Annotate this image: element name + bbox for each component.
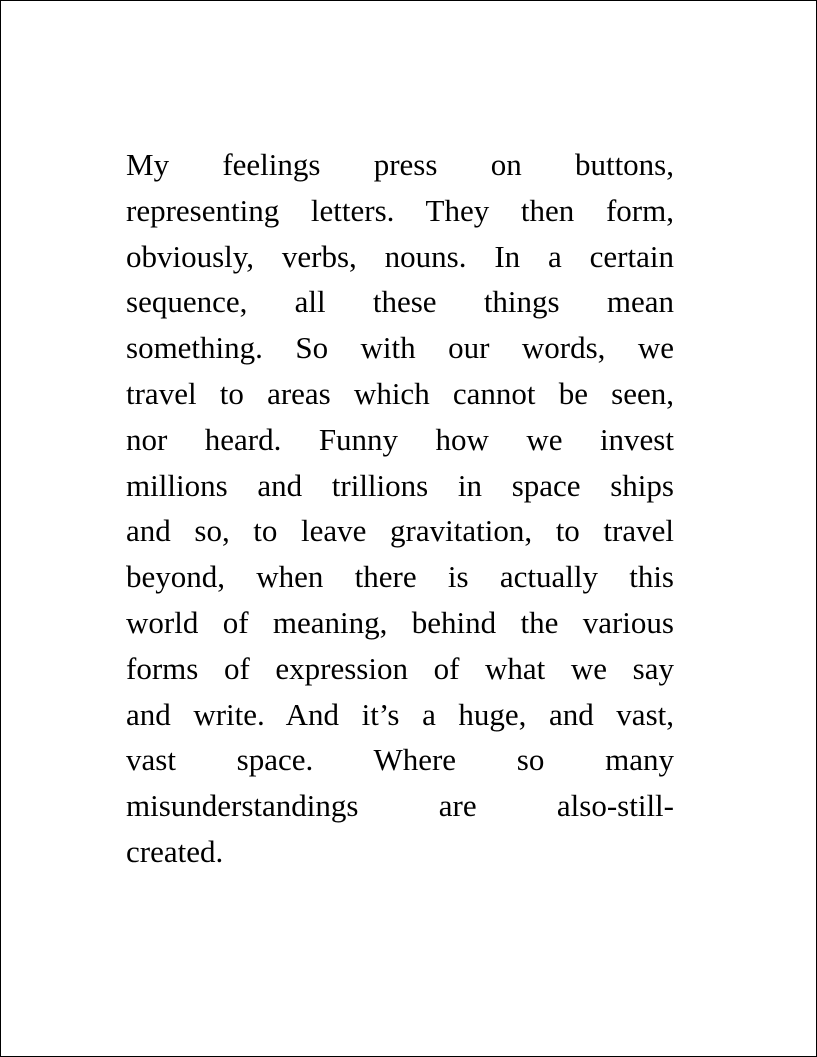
text-line-1: My feelings press on buttons, <box>126 147 674 182</box>
text-line-4: sequence, all these things mean <box>126 284 674 320</box>
text-line-11: world of meaning, behind the various <box>126 604 674 640</box>
text-line-16: created. <box>126 833 224 869</box>
text-line-2: representing letters. They then form, <box>126 192 674 228</box>
text-line-9: and so, to leave gravitation, to travel <box>126 513 674 549</box>
text-line-5: something. So with our words, we <box>126 330 674 366</box>
body-paragraph <box>126 142 674 875</box>
text-line-13: and write. And it’s a huge, and vast, <box>126 696 674 732</box>
text-line-14: vast space. Where so many <box>126 742 674 778</box>
text-line-8: millions and trillions in space ships <box>126 467 674 503</box>
text-line-6: travel to areas which cannot be seen, <box>126 375 674 411</box>
text-line-3: obviously, verbs, nouns. In a certain <box>126 238 674 274</box>
text-line-12: forms of expression of what we say <box>126 650 674 686</box>
text-line-10: beyond, when there is actually this <box>126 559 674 595</box>
text-line-15: misunderstandings are also-still- <box>126 788 674 824</box>
text-line-7: nor heard. Funny how we invest <box>126 421 674 457</box>
